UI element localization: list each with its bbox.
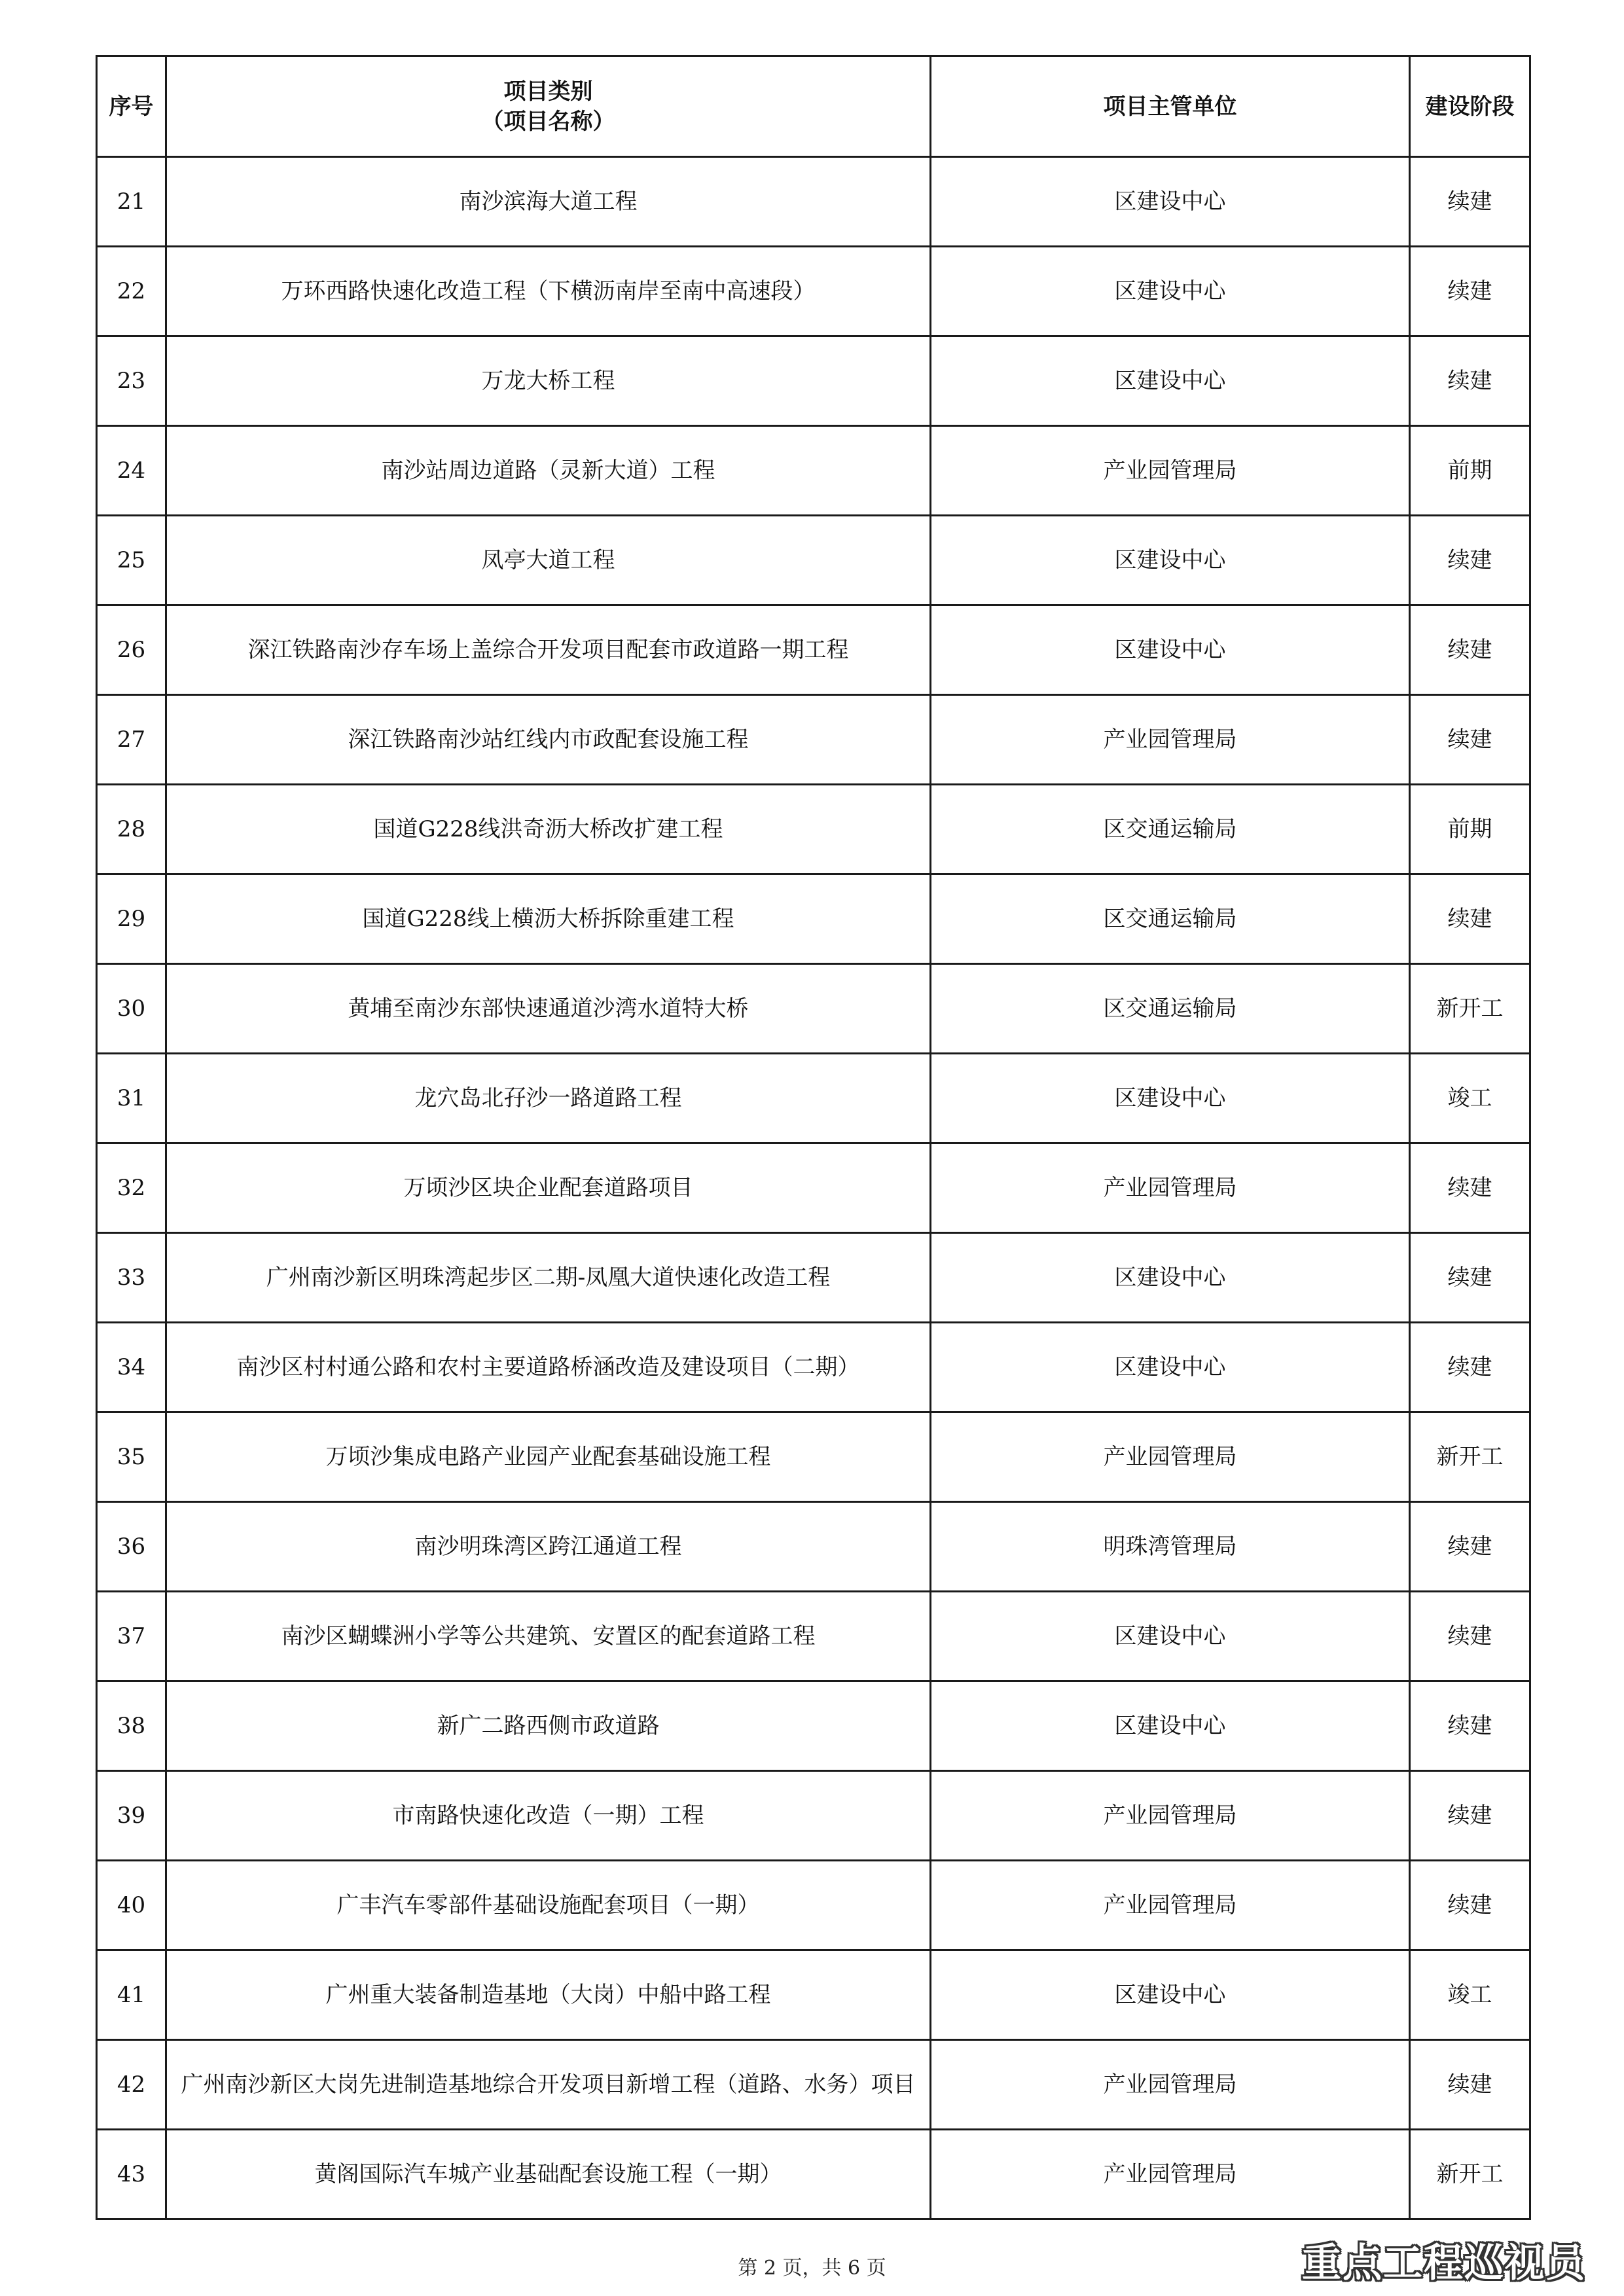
cell-unit: 区建设中心 [931,336,1410,426]
cell-no: 25 [97,516,166,605]
cell-no: 32 [97,1143,166,1233]
table-row [97,1233,1530,1323]
table-row [97,426,1530,516]
header-no: 序号 [97,56,166,157]
cell-project-name: 万顷沙区块企业配套道路项目 [166,1143,931,1233]
cell-no: 33 [97,1233,166,1323]
cell-stage: 新开工 [1410,1412,1530,1502]
cell-unit: 区建设中心 [931,1233,1410,1323]
table-row [97,964,1530,1054]
cell-stage: 续建 [1410,605,1530,695]
cell-stage: 续建 [1410,1771,1530,1861]
cell-unit: 产业园管理局 [931,1771,1410,1861]
table-row [97,1950,1530,2040]
cell-unit: 区建设中心 [931,1054,1410,1143]
cell-project-name: 南沙明珠湾区跨江通道工程 [166,1502,931,1592]
header-unit: 项目主管单位 [931,56,1410,157]
cell-no: 39 [97,1771,166,1861]
cell-no: 28 [97,785,166,874]
cell-unit: 产业园管理局 [931,1412,1410,1502]
cell-stage: 前期 [1410,785,1530,874]
cell-unit: 区交通运输局 [931,964,1410,1054]
cell-stage: 续建 [1410,1861,1530,1950]
cell-stage: 续建 [1410,695,1530,785]
cell-unit: 区建设中心 [931,1323,1410,1412]
cell-unit: 明珠湾管理局 [931,1502,1410,1592]
header-project-name-line2: （项目名称） [481,108,615,135]
cell-project-name: 万环西路快速化改造工程（下横沥南岸至南中高速段） [166,247,931,336]
cell-no: 41 [97,1950,166,2040]
cell-no: 27 [97,695,166,785]
cell-stage: 前期 [1410,426,1530,516]
cell-project-name: 深江铁路南沙存车场上盖综合开发项目配套市政道路一期工程 [166,605,931,695]
cell-stage: 续建 [1410,1502,1530,1592]
cell-no: 30 [97,964,166,1054]
cell-project-name: 国道G228线洪奇沥大桥改扩建工程 [166,785,931,874]
table-row [97,157,1530,247]
cell-project-name: 广州重大装备制造基地（大岗）中船中路工程 [166,1950,931,2040]
table-row [97,2130,1530,2219]
header-project-name [166,56,931,157]
cell-stage: 新开工 [1410,964,1530,1054]
cell-unit: 区建设中心 [931,157,1410,247]
cell-unit: 产业园管理局 [931,1861,1410,1950]
watermark-text: 重点工程巡视员 [1302,2240,1586,2286]
cell-stage: 续建 [1410,247,1530,336]
cell-unit: 产业园管理局 [931,2130,1410,2219]
cell-no: 24 [97,426,166,516]
cell-stage: 续建 [1410,1233,1530,1323]
cell-unit: 产业园管理局 [931,695,1410,785]
cell-stage: 续建 [1410,1681,1530,1771]
cell-unit: 产业园管理局 [931,1143,1410,1233]
table-row [97,1681,1530,1771]
cell-project-name: 广州南沙新区明珠湾起步区二期-凤凰大道快速化改造工程 [166,1233,931,1323]
cell-unit: 区建设中心 [931,1592,1410,1681]
cell-unit: 产业园管理局 [931,2040,1410,2130]
cell-project-name: 龙穴岛北孖沙一路道路工程 [166,1054,931,1143]
header-project-name-line1: 项目类别 [503,78,593,105]
cell-stage: 续建 [1410,2040,1530,2130]
cell-no: 21 [97,157,166,247]
cell-project-name: 市南路快速化改造（一期）工程 [166,1771,931,1861]
cell-project-name: 黄埔至南沙东部快速通道沙湾水道特大桥 [166,964,931,1054]
cell-no: 26 [97,605,166,695]
table-row [97,336,1530,426]
cell-project-name: 黄阁国际汽车城产业基础配套设施工程（一期） [166,2130,931,2219]
cell-unit: 区建设中心 [931,247,1410,336]
cell-project-name: 万顷沙集成电路产业园产业配套基础设施工程 [166,1412,931,1502]
table-row [97,1054,1530,1143]
cell-project-name: 深江铁路南沙站红线内市政配套设施工程 [166,695,931,785]
cell-unit: 区建设中心 [931,1950,1410,2040]
cell-project-name: 国道G228线上横沥大桥拆除重建工程 [166,874,931,964]
cell-project-name: 南沙区蝴蝶洲小学等公共建筑、安置区的配套道路工程 [166,1592,931,1681]
table-row [97,605,1530,695]
table-row [97,1861,1530,1950]
table-row [97,516,1530,605]
cell-unit: 区建设中心 [931,1681,1410,1771]
cell-no: 31 [97,1054,166,1143]
cell-no: 36 [97,1502,166,1592]
cell-stage: 续建 [1410,157,1530,247]
table-row [97,2040,1530,2130]
cell-project-name: 凤亭大道工程 [166,516,931,605]
cell-no: 22 [97,247,166,336]
header-stage: 建设阶段 [1410,56,1530,157]
cell-stage: 续建 [1410,1143,1530,1233]
table-header-row [97,56,1530,157]
table-row [97,874,1530,964]
cell-stage: 续建 [1410,874,1530,964]
cell-project-name: 南沙滨海大道工程 [166,157,931,247]
table-row [97,1323,1530,1412]
cell-no: 38 [97,1681,166,1771]
cell-no: 40 [97,1861,166,1950]
cell-stage: 新开工 [1410,2130,1530,2219]
cell-project-name: 新广二路西侧市政道路 [166,1681,931,1771]
cell-stage: 续建 [1410,516,1530,605]
cell-no: 29 [97,874,166,964]
table-row [97,1771,1530,1861]
cell-stage: 续建 [1410,1323,1530,1412]
table-body [97,157,1530,2219]
cell-unit: 区建设中心 [931,516,1410,605]
cell-no: 43 [97,2130,166,2219]
page-number: 第 2 页，共 6 页 [738,2257,886,2280]
cell-no: 37 [97,1592,166,1681]
table-row [97,247,1530,336]
cell-project-name: 广丰汽车零部件基础设施配套项目（一期） [166,1861,931,1950]
cell-project-name: 广州南沙新区大岗先进制造基地综合开发项目新增工程（道路、水务）项目 [166,2040,931,2130]
project-table [96,55,1531,2220]
table-row [97,695,1530,785]
cell-no: 35 [97,1412,166,1502]
cell-project-name: 南沙区村村通公路和农村主要道路桥涵改造及建设项目（二期） [166,1323,931,1412]
cell-stage: 续建 [1410,1592,1530,1681]
table-row [97,1592,1530,1681]
table-row [97,1502,1530,1592]
table-row [97,1143,1530,1233]
cell-unit: 区交通运输局 [931,874,1410,964]
cell-project-name: 南沙站周边道路（灵新大道）工程 [166,426,931,516]
cell-stage: 竣工 [1410,1950,1530,2040]
cell-unit: 区交通运输局 [931,785,1410,874]
cell-stage: 竣工 [1410,1054,1530,1143]
table-row [97,1412,1530,1502]
cell-unit: 区建设中心 [931,605,1410,695]
cell-stage: 续建 [1410,336,1530,426]
cell-no: 23 [97,336,166,426]
table-row [97,785,1530,874]
cell-unit: 产业园管理局 [931,426,1410,516]
cell-no: 34 [97,1323,166,1412]
cell-project-name: 万龙大桥工程 [166,336,931,426]
cell-no: 42 [97,2040,166,2130]
